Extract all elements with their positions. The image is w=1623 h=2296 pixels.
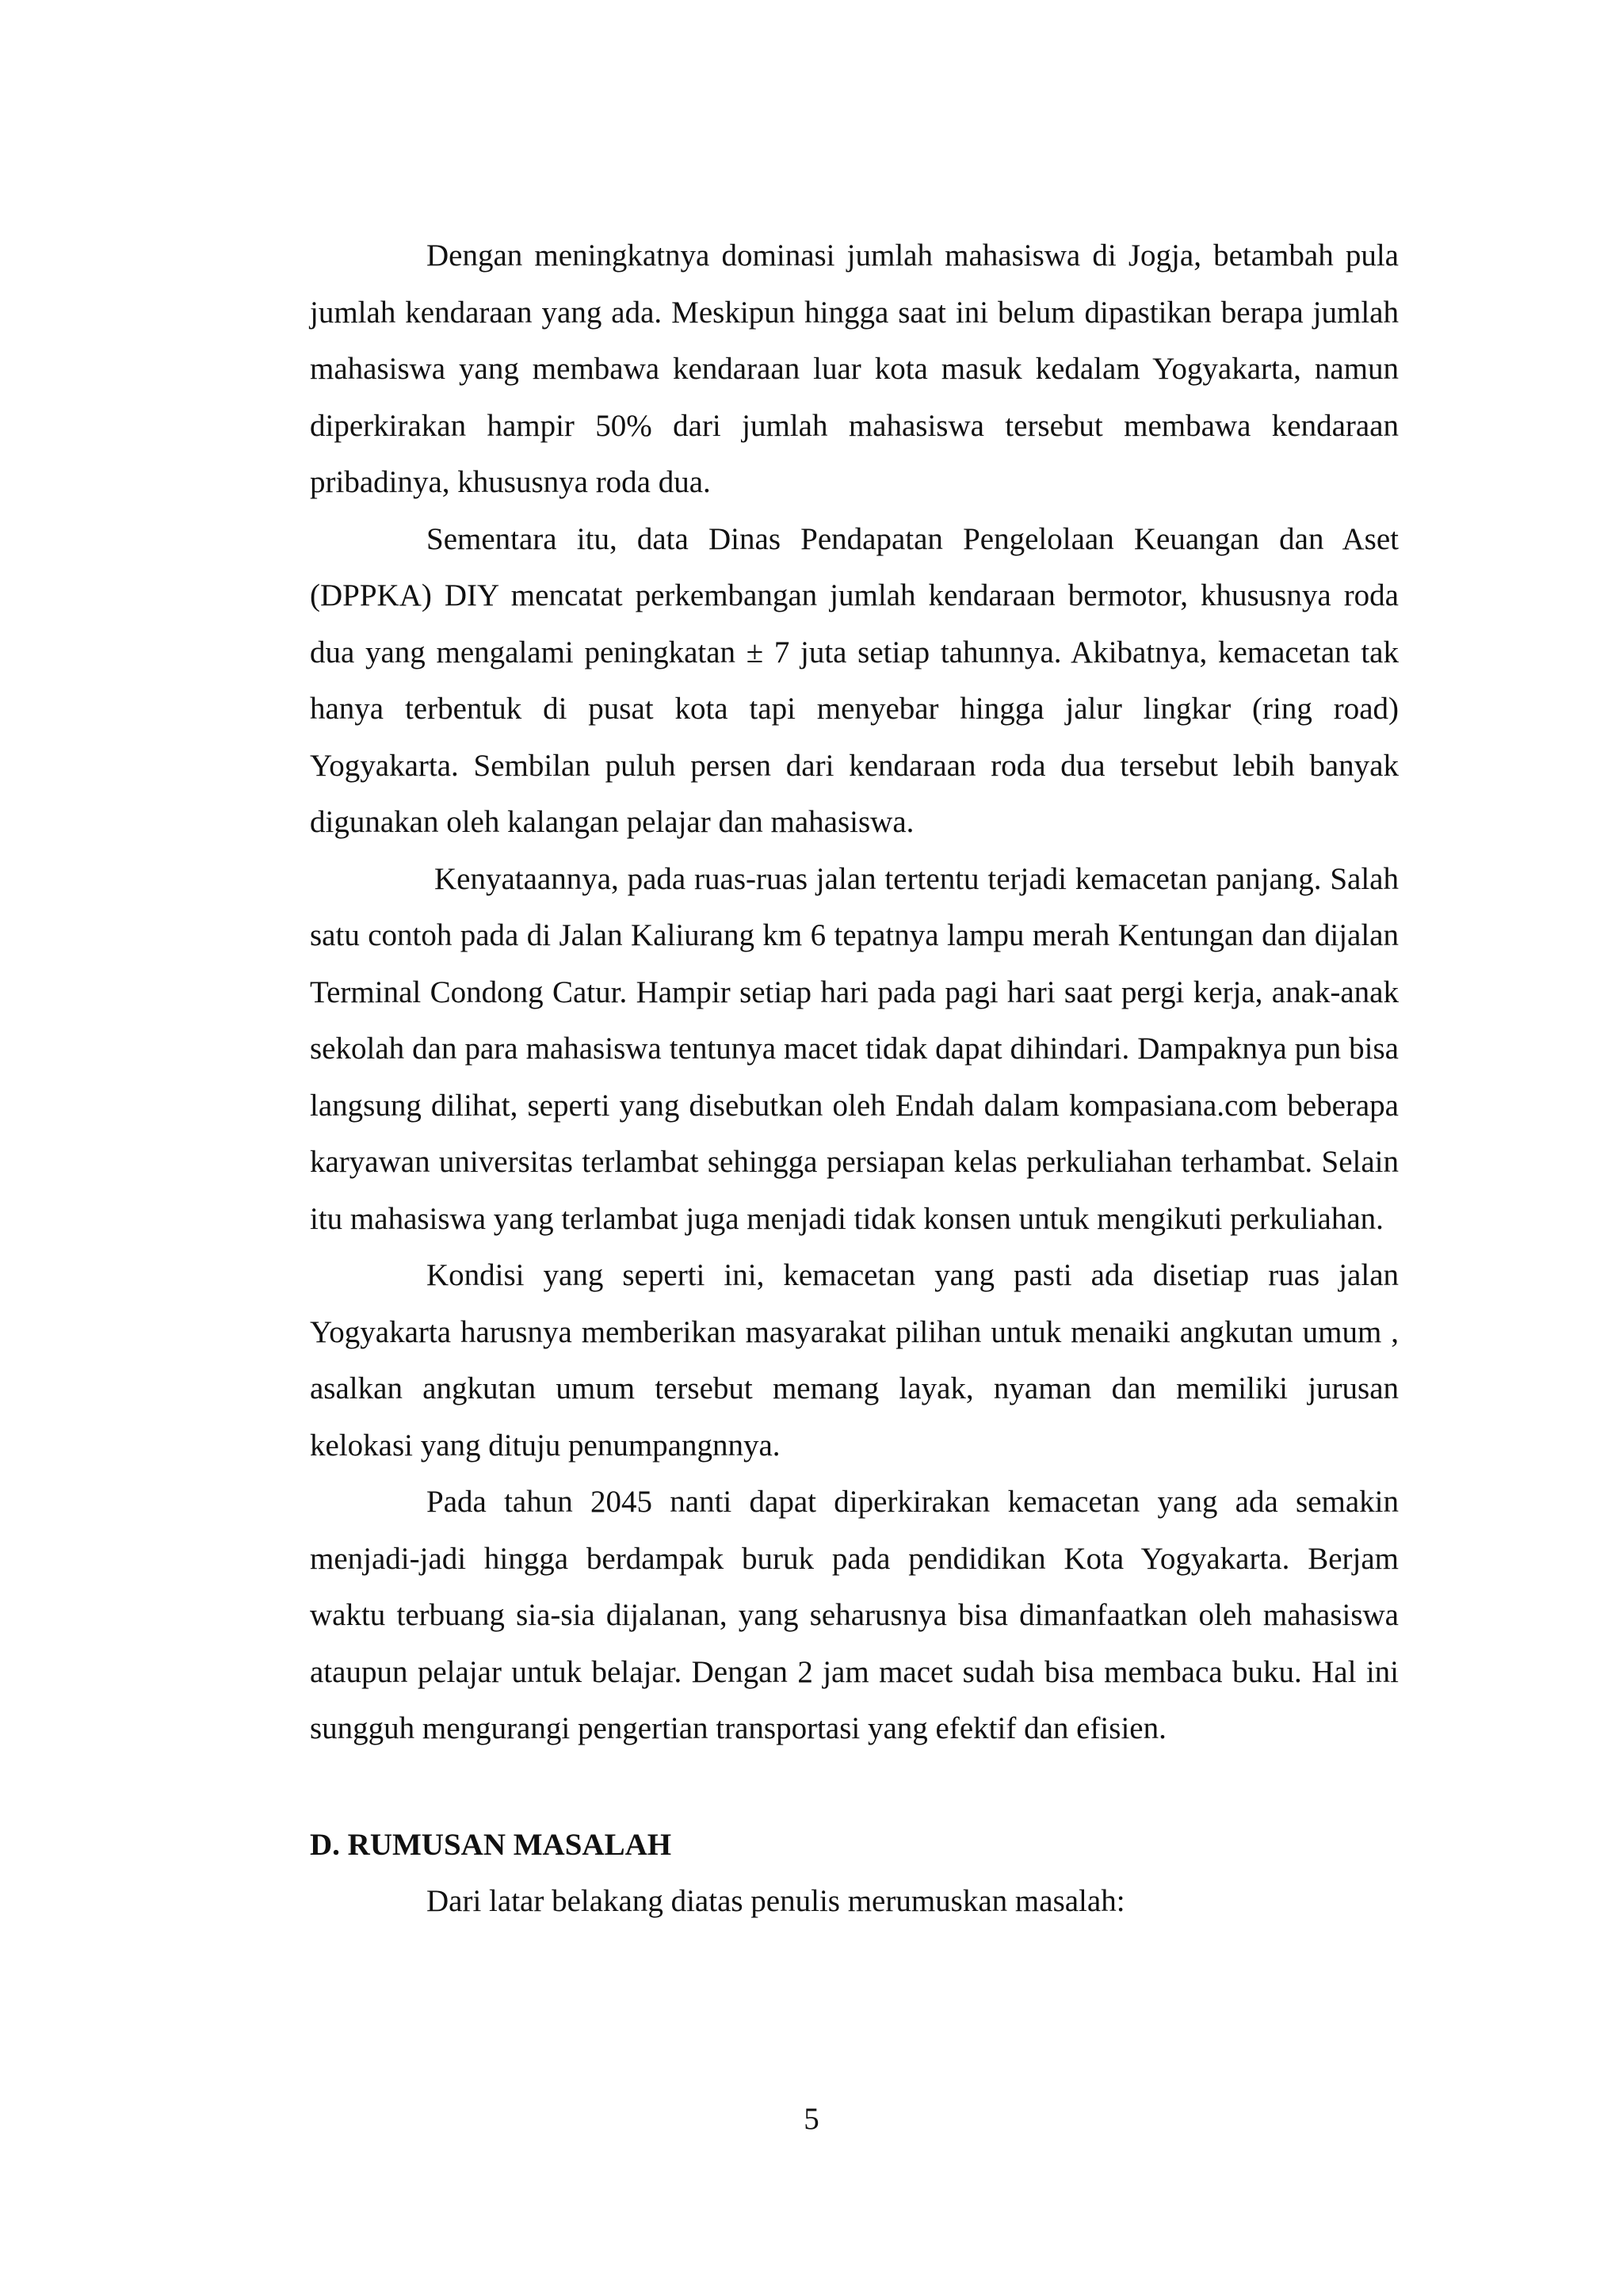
paragraph-dppka-data: Sementara itu, data Dinas Pendapatan Pengelolaan Keuangan dan Aset (DPPKA) DIY mencatat perkembangan jumlah kendaraan bermotor, khususnya roda dua yang mengalami peningkatan ± 7 juta setiap tahunnya. Akibatnya, kemacetan tak hanya terbentuk di pusat kota tapi menyebar hingga jalur lingkar (ring road) Yogyakarta. Sembilan puluh persen dari kendaraan roda dua tersebut lebih banyak digunakan oleh kalangan pelajar dan mahasiswa. [310, 521, 1399, 839]
paragraph-2045-forecast: Pada tahun 2045 nanti dapat diperkirakan kemacetan yang ada semakin menjadi-jadi hingga berdampak buruk pada pendidikan Kota Yogyakarta. Berjam waktu terbuang sia-sia dijalanan, yang seharusnya bisa dimanfaatkan oleh mahasiswa ataupun pelajar untuk belajar. Dengan 2 jam macet sudah bisa membaca buku. Hal ini sungguh mengurangi pengertian transportasi yang efektif dan efisien. [310, 1485, 1399, 1745]
paragraph-congestion-reality: Kenyataannya, pada ruas-ruas jalan tertentu terjadi kemacetan panjang. Salah satu contoh pada di Jalan Kaliurang km 6 tepatnya lampu merah Kentungan dan dijalan Terminal Condong Catur. Hampir setiap hari pada pagi hari saat pergi kerja, anak-anak sekolah dan para mahasiswa tentunya macet tidak dapat dihindari. Dampaknya pun bisa langsung dilihat, seperti yang disebutkan oleh Endah dalam kompasiana.com beberapa karyawan universitas terlambat sehingga persiapan kelas perkuliahan terhambat. Selain itu mahasiswa yang terlambat juga menjadi tidak konsen untuk mengikuti perkuliahan. [310, 861, 1399, 1236]
section-intro: Dari latar belakang diatas penulis merumuskan masalah: [426, 1884, 1125, 1918]
section-heading: D. RUMUSAN MASALAH [310, 1827, 672, 1862]
page-content [310, 227, 1399, 1930]
paragraph-public-transport: Kondisi yang seperti ini, kemacetan yang pasti ada disetiap ruas jalan Yogyakarta harusnya memberikan masyarakat pilihan untuk menaiki angkutan umum , asalkan angkutan umum tersebut memang layak, nyaman dan memiliki jurusan kelokasi yang dituju penumpangnnya. [310, 1258, 1399, 1463]
page-number: 5 [804, 2102, 819, 2136]
paragraph-student-vehicles: Dengan meningkatnya dominasi jumlah mahasiswa di Jogja, betambah pula jumlah kendaraan yang ada. Meskipun hingga saat ini belum dipastikan berapa jumlah mahasiswa yang membawa kendaraan luar kota masuk kedalam Yogyakarta, namun diperkirakan hampir 50% dari jumlah mahasiswa tersebut membawa kendaraan pribadinya, khususnya roda dua. [310, 238, 1399, 499]
